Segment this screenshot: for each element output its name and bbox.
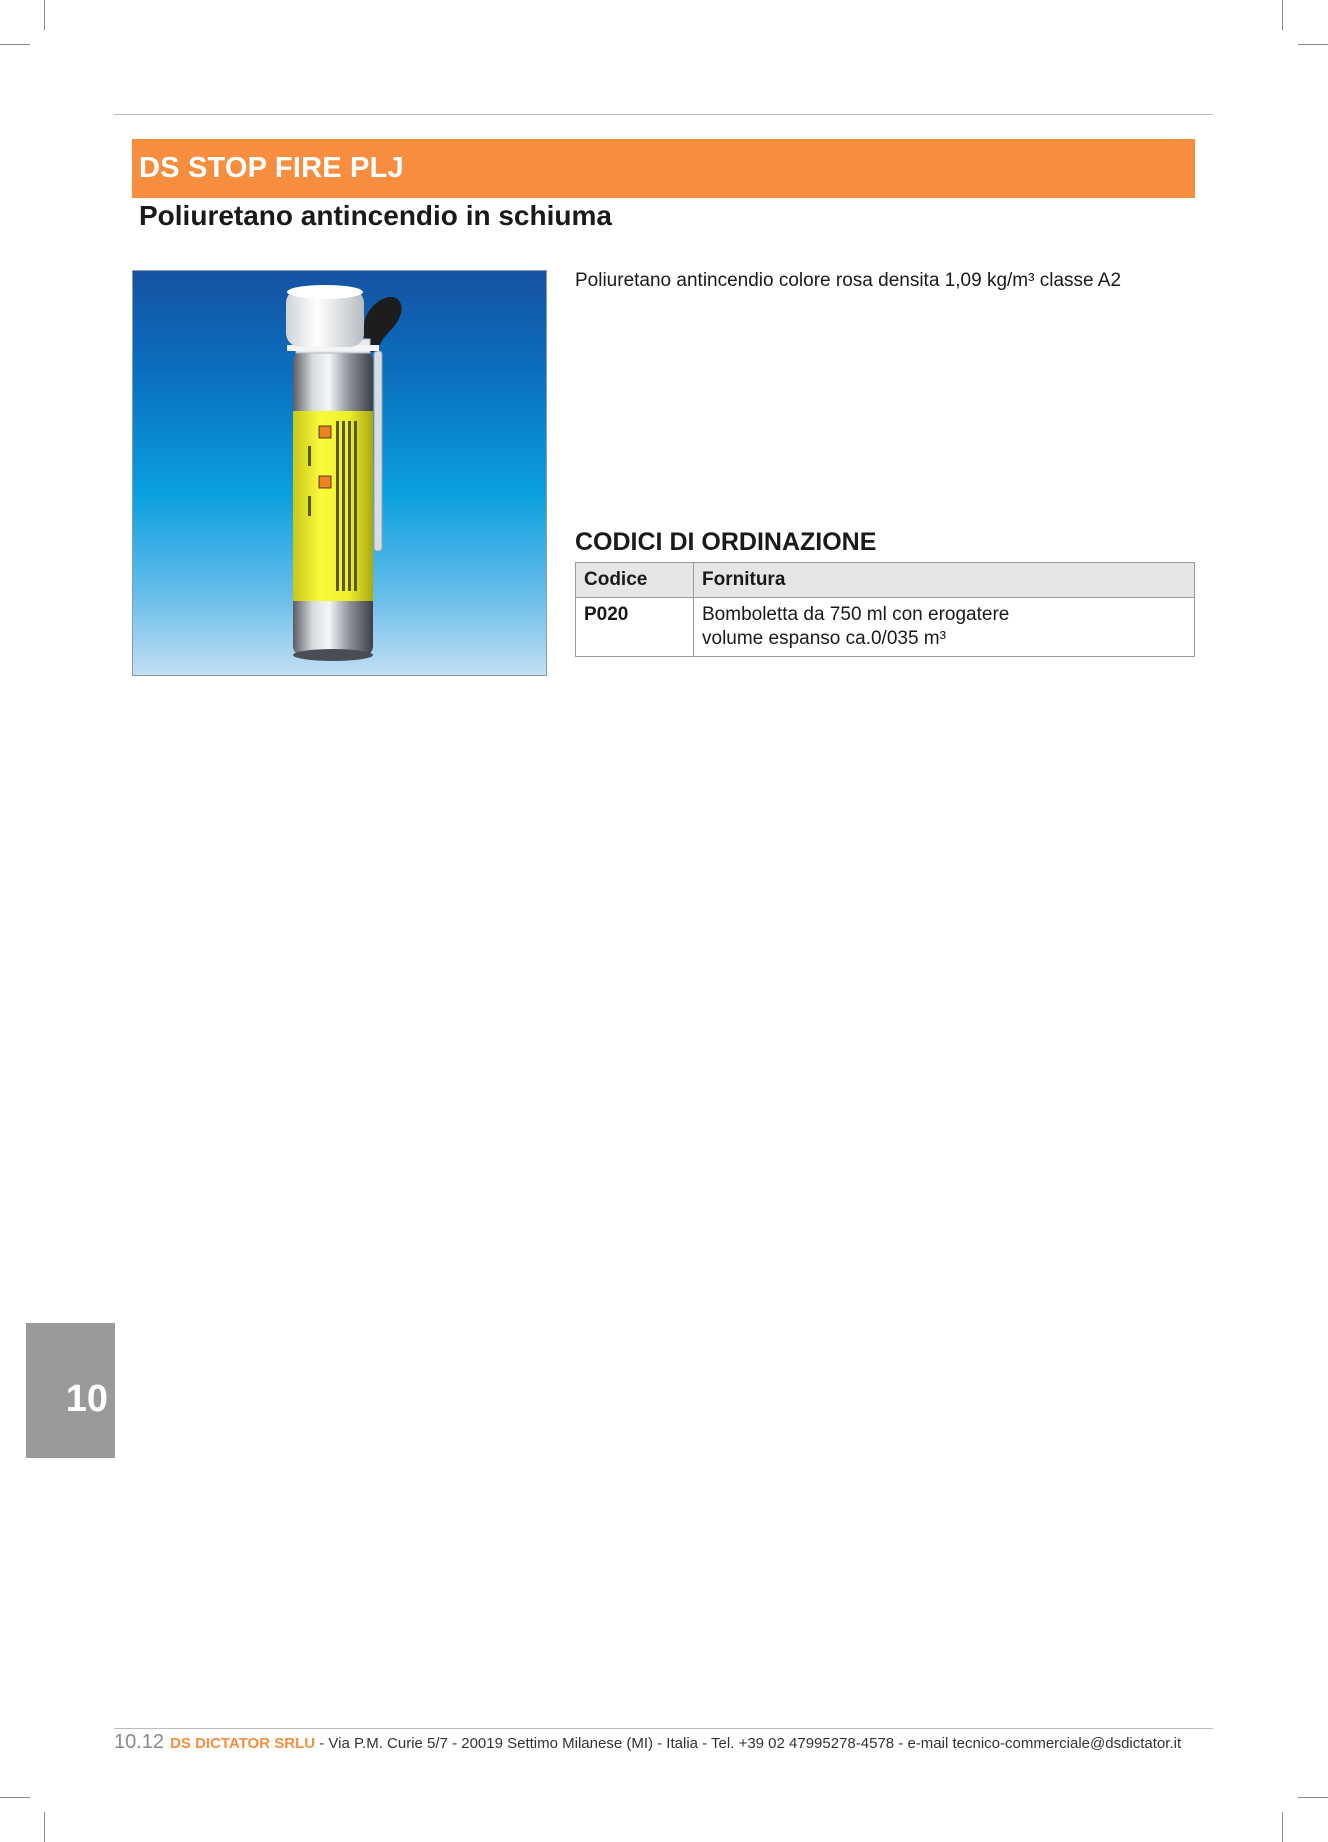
crop-mark — [0, 44, 30, 45]
product-description: Poliuretano antincendio colore rosa densita 1,09 kg/m³ classe A2 — [575, 270, 1122, 291]
cell-supply-line: Bomboletta da 750 ml con erogatere — [702, 604, 1010, 625]
footer-company: DS DICTATOR SRLU — [170, 1735, 316, 1752]
product-subtitle: Poliuretano antincendio in schiuma — [139, 200, 612, 231]
product-title-bar: DS STOP FIRE PLJ — [132, 139, 1195, 198]
product-image — [132, 270, 547, 676]
table-header-row — [576, 563, 1195, 598]
column-header-code: Codice — [576, 563, 694, 598]
crop-mark — [44, 0, 45, 30]
crop-mark — [1282, 1812, 1283, 1842]
spray-foam-can-icon — [133, 271, 547, 676]
header-rule — [114, 114, 1213, 115]
page-number: 10.12 — [114, 1731, 165, 1753]
crop-mark — [44, 1812, 45, 1842]
crop-mark — [1298, 1797, 1328, 1798]
order-codes-title: CODICI DI ORDINAZIONE — [575, 528, 877, 556]
table-row — [576, 598, 1195, 657]
crop-mark — [1298, 44, 1328, 45]
crop-mark — [0, 1797, 30, 1798]
crop-mark — [1282, 0, 1283, 30]
chapter-tab: 10 — [26, 1323, 115, 1458]
cell-supply-line: volume espanso ca.0/035 m³ — [702, 628, 946, 649]
order-codes-table — [575, 562, 1195, 657]
cell-code: P020 — [576, 598, 694, 657]
cell-supply — [694, 598, 1195, 657]
column-header-supply: Fornitura — [694, 563, 1195, 598]
footer-rule — [114, 1728, 1213, 1729]
footer-contact: - Via P.M. Curie 5/7 - 20019 Settimo Milanese (MI) - Italia - Tel. +39 02 47995278-4578 - e-mail tecnico-commerciale@dsdictator.it — [315, 1735, 1182, 1752]
footer — [114, 1731, 1213, 1754]
